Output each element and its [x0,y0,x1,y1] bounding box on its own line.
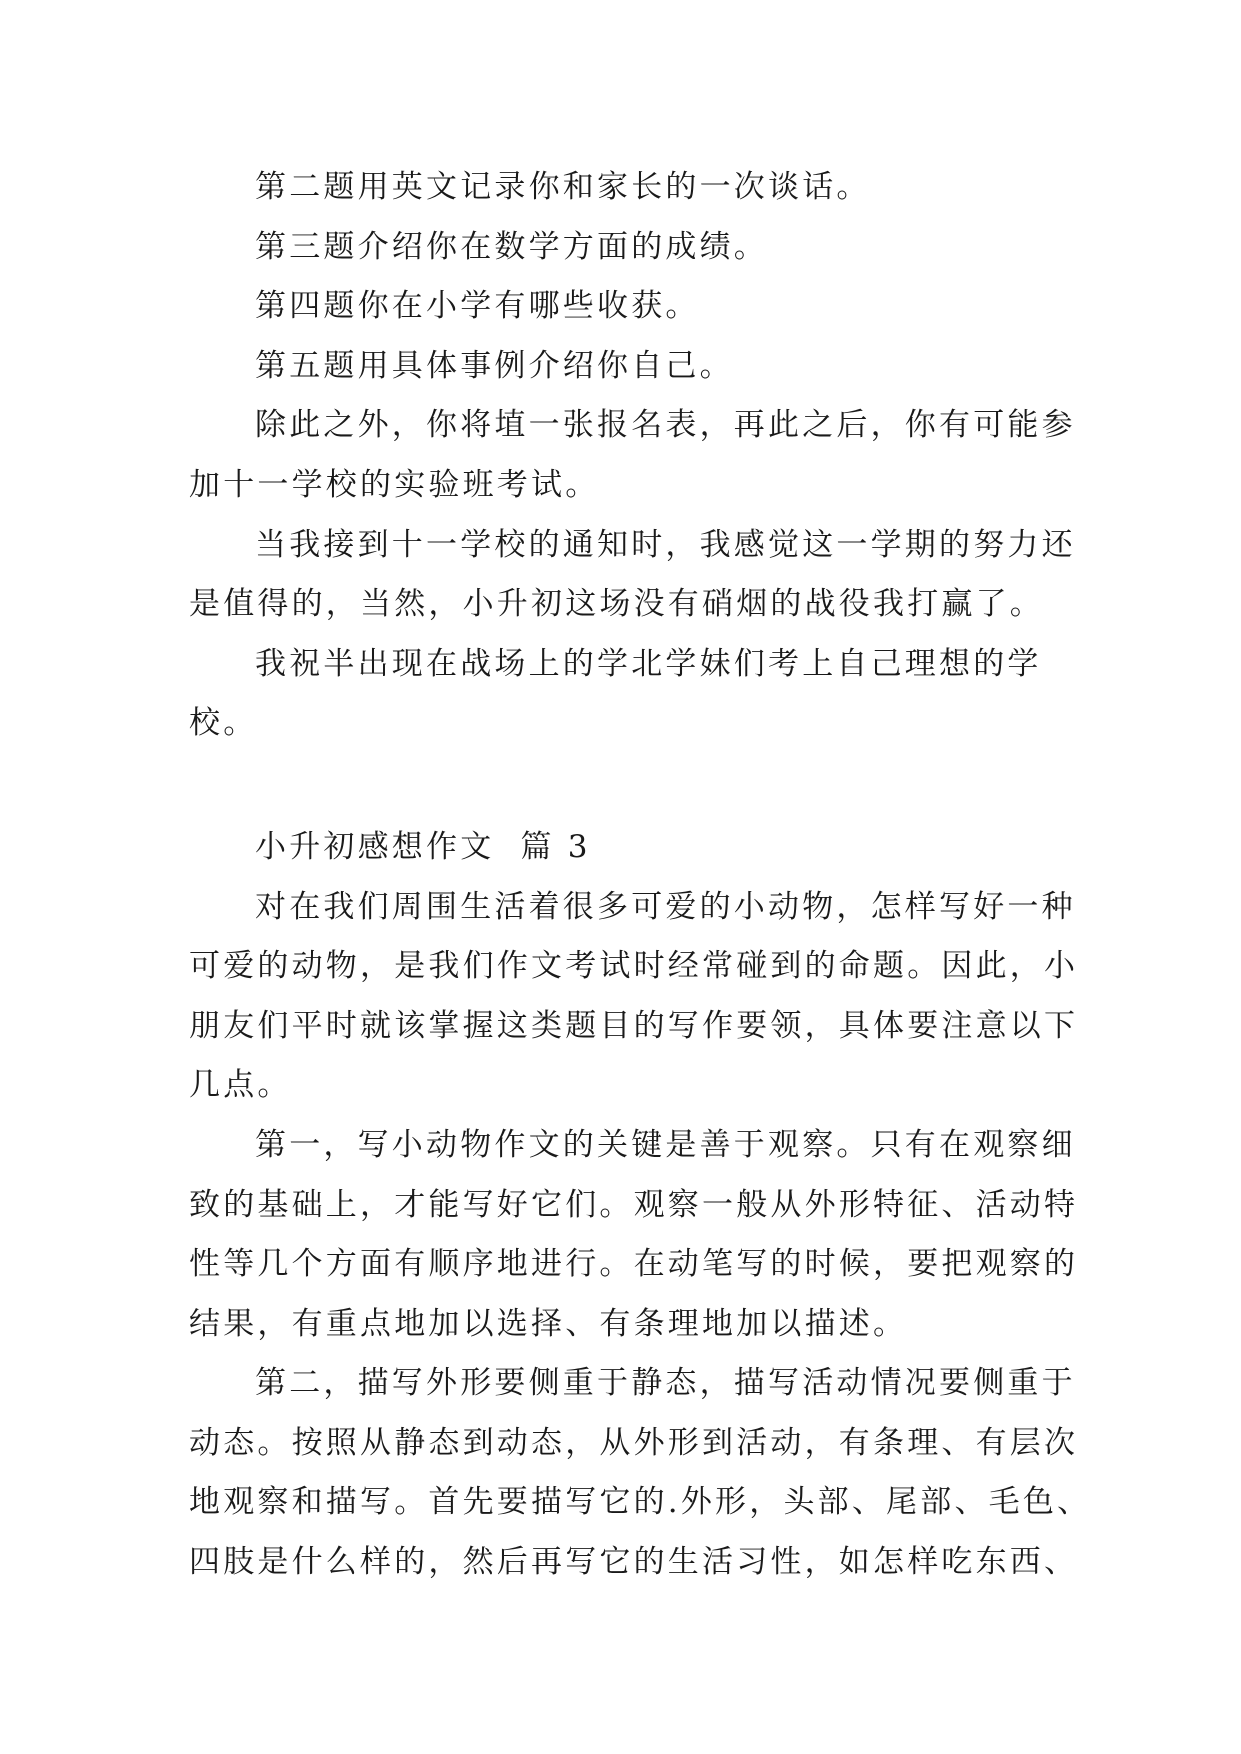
paragraph-line: 四肢是什么样的，然后再写它的生活习性，如怎样吃东西、 [189,1544,1079,1581]
paragraph-line: 我祝半出现在战场上的学北学妹们考上自己理想的学 [255,645,1042,682]
paragraph-line: 第五题用具体事例介绍你自己。 [255,347,734,384]
paragraph-line: 地观察和描写。首先要描写它的.外形，头部、尾部、毛色、 [189,1484,1092,1521]
paragraph-line: 第四题你在小学有哪些收获。 [255,288,700,325]
section-heading: 小升初感想作文 篇 3 [255,828,591,865]
section-spacer [189,754,1049,818]
paragraph-line: 动态。按照从静态到动态，从外形到活动，有条理、有层次 [189,1424,1079,1461]
paragraph-line: 加十一学校的实验班考试。 [189,466,600,503]
paragraph-line: 第一，写小动物作文的关键是善于观察。只有在观察细 [255,1126,1076,1163]
document-body [189,158,1092,1593]
paragraph-line: 是值得的，当然，小升初这场没有硝烟的战役我打赢了。 [189,586,1044,623]
paragraph-line: 第二题用英文记录你和家长的一次谈话。 [255,169,871,205]
paragraph-line: 对在我们周围生活着很多可爱的小动物，怎样写好一种 [255,888,1076,925]
paragraph-line: 除此之外，你将埴一张报名表，再此之后，你有可能参 [255,407,1076,444]
paragraph-line: 性等几个方面有顺序地进行。在动笔写的时候，要把观察的 [189,1246,1079,1283]
paragraph-line: 校。 [189,705,258,742]
paragraph-line: 几点。 [189,1067,292,1104]
paragraph-line: 可爱的动物，是我们作文考试时经常碰到的命题。因此，小 [189,948,1079,985]
paragraph-line: 致的基础上，才能写好它们。观察一般从外形特征、活动特 [189,1186,1079,1223]
paragraph-line: 当我接到十一学校的通知时，我感觉这一学期的努力还 [255,526,1076,563]
paragraph-line: 第二，描写外形要侧重于静态，描写活动情况要侧重于 [255,1365,1076,1402]
paragraph-line: 朋友们平时就该掌握这类题目的写作要领，具体要注意以下 [189,1007,1079,1044]
paragraph-line: 结果，有重点地加以选择、有条理地加以描述。 [189,1305,908,1342]
paragraph-line: 第三题介绍你在数学方面的成绩。 [255,228,768,265]
